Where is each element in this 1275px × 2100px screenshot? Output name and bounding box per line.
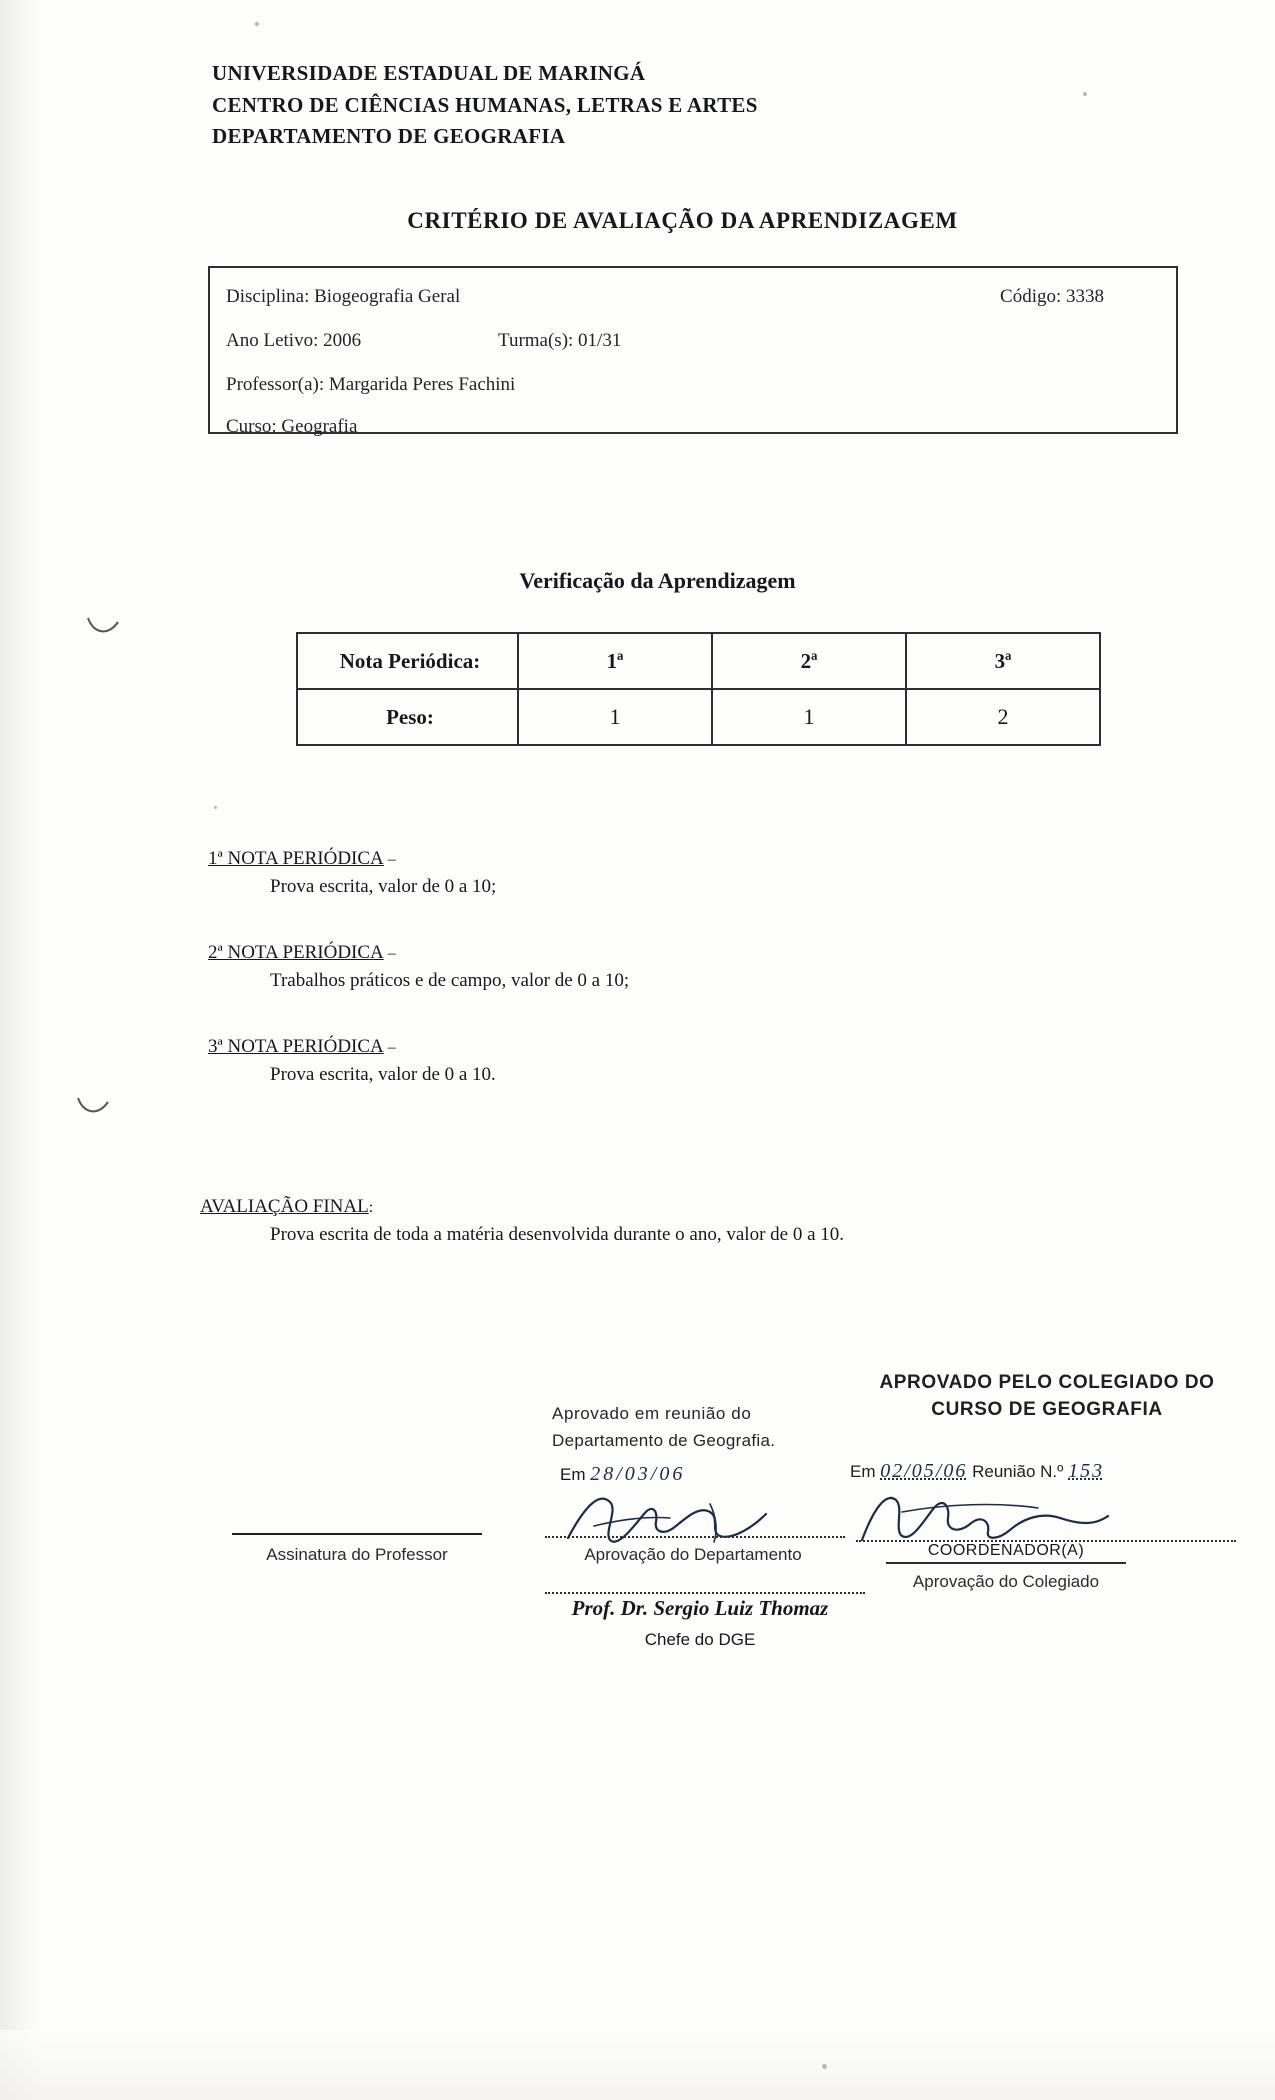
cell-weight-3: 2 xyxy=(906,689,1100,745)
scan-edge-shadow-bottom xyxy=(0,2030,1275,2100)
page-title-text: CRITÉRIO DE AVALIAÇÃO DA APRENDIZAGEM xyxy=(407,208,958,233)
criteria-heading-3: 3ª NOTA PERIÓDICA xyxy=(208,1036,384,1057)
department-stamp-line-2: Departamento de Geografia. xyxy=(552,1431,776,1451)
field-curso: Curso: Geografia xyxy=(226,416,358,437)
criteria-dash-1: – xyxy=(383,851,396,868)
professor-signature-line xyxy=(232,1533,482,1535)
department-approval-stamp xyxy=(552,1400,852,1454)
criteria-dash-2: – xyxy=(383,945,396,962)
coordinator-label: COORDENADOR(A) xyxy=(886,1542,1126,1564)
header-line-university: UNIVERSIDADE ESTADUAL DE MARINGÁ xyxy=(212,61,646,85)
collegiate-meeting-value: 153 xyxy=(1068,1460,1105,1482)
field-ano-letivo: Ano Letivo: 2006 xyxy=(226,330,362,351)
criteria-body-3: Prova escrita, valor de 0 a 10. xyxy=(270,1064,496,1085)
cell-period-2: 2ª xyxy=(712,633,906,689)
cell-label-nota-periodica: Nota Periódica: xyxy=(297,633,518,689)
collegiate-approval-stamp xyxy=(852,1370,1242,1423)
final-evaluation-colon: : xyxy=(368,1199,374,1216)
margin-curl-mark xyxy=(74,1092,124,1122)
collegiate-meeting-prefix: Reunião N.º xyxy=(972,1462,1064,1481)
collegiate-date-value: 02/05/06 xyxy=(880,1460,968,1482)
department-date-prefix: Em xyxy=(560,1465,586,1484)
department-stamp-date xyxy=(560,1463,685,1486)
criteria-heading-2: 2ª NOTA PERIÓDICA xyxy=(208,942,384,963)
criteria-body-1: Prova escrita, valor de 0 a 10; xyxy=(270,876,497,897)
scan-edge-shadow xyxy=(0,0,40,2100)
grades-table xyxy=(296,632,1101,746)
field-professor: Professor(a): Margarida Peres Fachini xyxy=(226,374,516,395)
header-line-center: CENTRO DE CIÊNCIAS HUMANAS, LETRAS E ARTES xyxy=(212,92,758,117)
collegiate-stamp-date-row xyxy=(850,1460,1104,1483)
final-evaluation-heading: AVALIAÇÃO FINAL xyxy=(200,1196,369,1217)
collegiate-stamp-line-1: APROVADO PELO COLEGIADO DO xyxy=(879,1372,1215,1393)
table-row-periods xyxy=(297,633,1100,689)
cell-period-3: 3ª xyxy=(906,633,1100,689)
scan-speck xyxy=(822,2064,827,2069)
collegiate-date-prefix: Em xyxy=(850,1462,876,1481)
cell-label-peso: Peso: xyxy=(297,689,518,745)
department-signature-label: Aprovação do Departamento xyxy=(584,1545,802,1564)
collegiate-stamp-line-2: CURSO DE GEOGRAFIA xyxy=(931,1398,1163,1420)
scan-speck xyxy=(214,806,217,809)
field-disciplina: Disciplina: Biogeografia Geral xyxy=(226,286,461,307)
course-info-box xyxy=(208,266,1178,437)
cell-weight-1: 1 xyxy=(518,689,712,745)
final-evaluation-block xyxy=(200,1196,1180,1246)
chief-name-dots xyxy=(545,1592,865,1594)
criteria-item-1 xyxy=(208,848,1168,898)
criteria-item-3 xyxy=(208,1036,1168,1086)
department-chief-name: Prof. Dr. Sergio Luiz Thomaz xyxy=(571,1596,829,1620)
page-title xyxy=(0,208,1275,234)
section-title-text: Verificação da Aprendizagem xyxy=(519,568,796,593)
criteria-body-2: Trabalhos práticos e de campo, valor de 0 a 10; xyxy=(270,970,630,991)
field-codigo: Código: 3338 xyxy=(1000,286,1104,307)
collegiate-signature-label: Aprovação do Colegiado xyxy=(912,1572,1100,1591)
criteria-dash-3: – xyxy=(383,1039,396,1056)
scan-speck xyxy=(255,22,259,26)
cell-weight-2: 1 xyxy=(712,689,906,745)
final-evaluation-body: Prova escrita de toda a matéria desenvolvida durante o ano, valor de 0 a 10. xyxy=(270,1224,845,1245)
cell-period-1: 1ª xyxy=(518,633,712,689)
department-chief-role: Chefe do DGE xyxy=(644,1630,756,1649)
scan-speck xyxy=(1083,92,1087,96)
criteria-list xyxy=(208,848,1168,1130)
table-row-weights xyxy=(297,689,1100,745)
professor-signature-label: Assinatura do Professor xyxy=(266,1545,448,1564)
department-stamp-line-1: Aprovado em reunião do xyxy=(552,1404,752,1423)
department-signature-dots xyxy=(545,1536,845,1538)
field-turmas: Turma(s): 01/31 xyxy=(498,330,622,351)
institution-header xyxy=(212,58,758,153)
criteria-heading-1: 1ª NOTA PERIÓDICA xyxy=(208,848,384,869)
header-line-department: DEPARTAMENTO DE GEOGRAFIA xyxy=(212,124,566,148)
criteria-item-2 xyxy=(208,942,1168,992)
department-date-value: 28/03/06 xyxy=(590,1463,686,1485)
section-title-verificacao xyxy=(0,568,1275,594)
margin-curl-mark xyxy=(84,612,134,642)
